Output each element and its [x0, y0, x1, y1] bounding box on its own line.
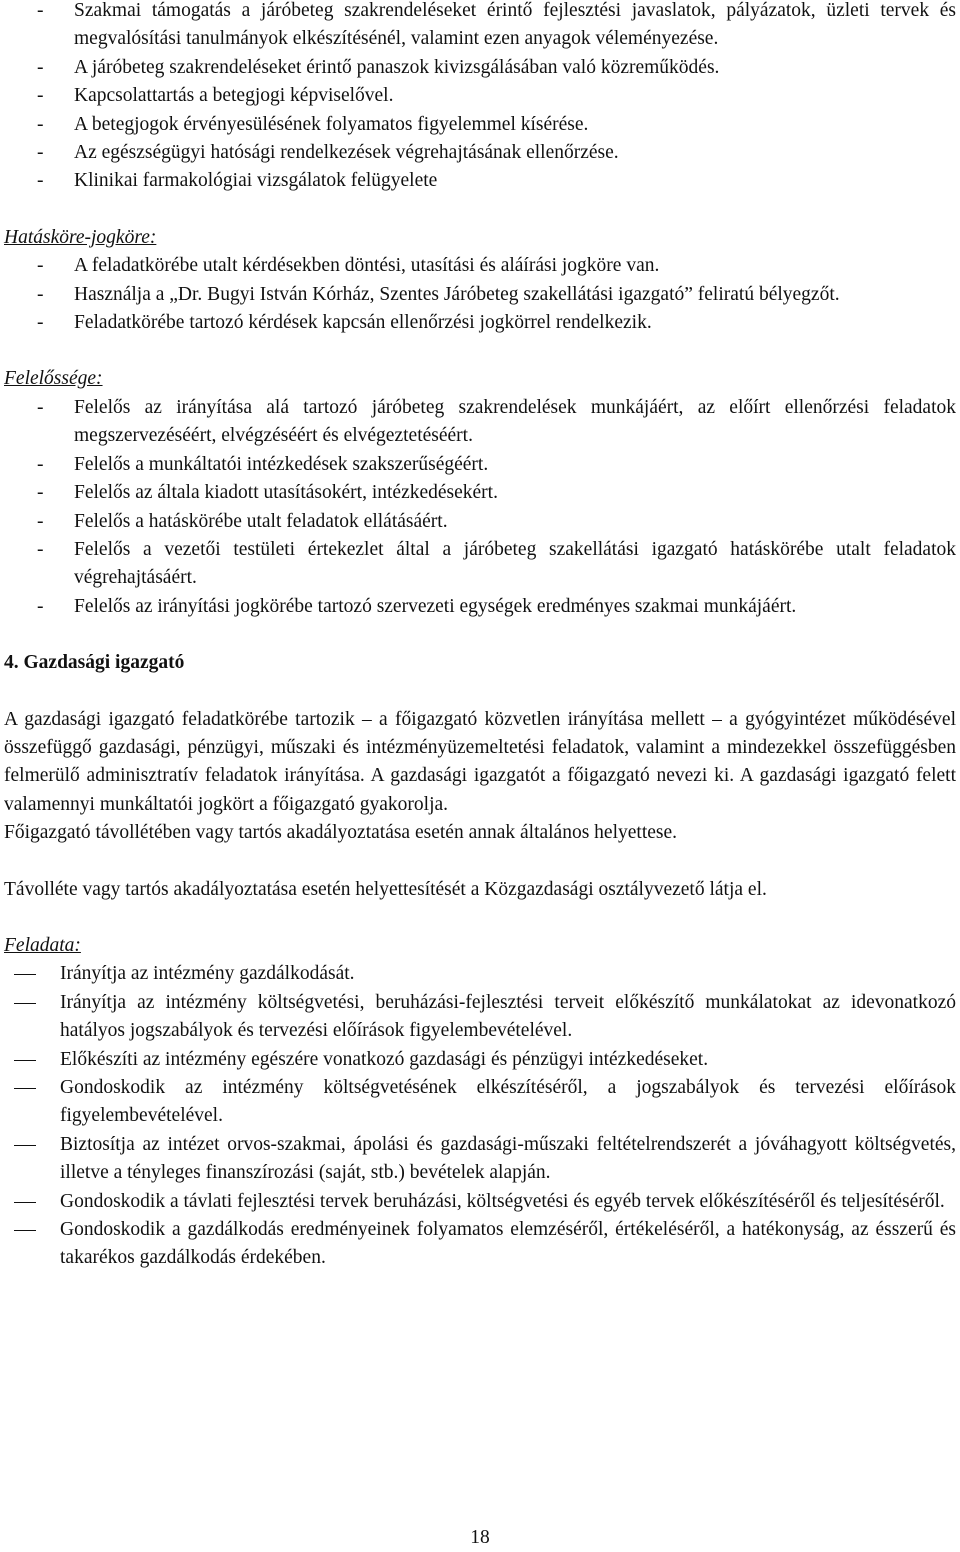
- felelossege-list: [4, 394, 956, 621]
- list-item: Előkészíti az intézmény egészére vonatkozó gazdasági és pénzügyi intézkedéseket.: [4, 1046, 956, 1074]
- intro-list: [4, 0, 956, 196]
- list-item: - Szakmai támogatás a járóbeteg szakrendeléseket érintő fejlesztési javaslatok, pályázatok, üzleti tervek és megvalósítási tanulmányok elkészítésénél, valamint ezen anyagok véleményezése.: [37, 0, 956, 50]
- section-paragraph: A gazdasági igazgató feladatkörébe tartozik – a főigazgató közvetlen irányítása mellett – a gyógyintézet működésével összefüggő gazdasági, pénzügyi, műszaki és intézményüzemeltetési feladatok, valamint a mindezekkel összefüggésben felmerülő adminisztratív feladatok irányítása. A gazdasági igazgatót a főigazgató nevezi ki. A gazdasági igazgató felett valamennyi munkáltatói jogkört a főigazgató gyakorolja.: [4, 708, 956, 815]
- hataskore-list: [4, 252, 956, 337]
- list-item: Gondoskodik a gazdálkodás eredményeinek folyamatos elemzéséről, értékeléséről, a hatékonyság, az ésszerű és takarékos gazdálkodás érdekében.: [4, 1216, 956, 1273]
- dash-icon: [14, 1060, 36, 1061]
- page-number: 18: [470, 1527, 490, 1548]
- dash-icon: [14, 1003, 36, 1004]
- section-paragraph: Távolléte vagy tartós akadályoztatása esetén helyettesítését a Közgazdasági osztályvezető látja el.: [4, 878, 767, 900]
- dash-icon: [14, 1088, 36, 1089]
- feladata-list: [4, 960, 956, 1272]
- document-page: [4, 0, 956, 1273]
- list-item: Gondoskodik a távlati fejlesztési tervek beruházási, költségvetési és egyéb tervek előkészítéséről és teljesítéséről.: [4, 1188, 956, 1216]
- felelossege-heading: Felelőssége:: [4, 368, 103, 390]
- list-item: - Feladatkörébe tartozó kérdések kapcsán ellenőrzési jogkörrel rendelkezik.: [37, 312, 652, 334]
- list-item: - Felelős a vezetői testületi értekezlet által a járóbeteg szakellátási igazgató hatáskörébe utalt feladatok végrehajtásáért.: [37, 538, 956, 589]
- list-item: - Felelős az irányítási jogkörébe tartozó szervezeti egységek eredményes szakmai munkájáért.: [37, 595, 797, 617]
- dash-icon: [14, 974, 36, 975]
- list-item: - Felelős az irányítása alá tartozó járóbeteg szakrendelések munkájáért, az előírt ellenőrzési feladatok megszervezéséért, elvégzéséért és elvégeztetéséért.: [37, 396, 956, 447]
- hataskore-heading: Hatásköre-jogköre:: [4, 226, 157, 248]
- feladata-heading: Feladata:: [4, 934, 81, 956]
- section-title: 4. Gazdasági igazgató: [4, 652, 185, 674]
- list-item: - Kapcsolattartás a betegjogi képviselővel.: [37, 85, 394, 107]
- list-item: - A betegjogok érvényesülésének folyamatos figyelemmel kísérése.: [37, 113, 589, 135]
- list-item: - Klinikai farmakológiai vizsgálatok felügyelete: [37, 170, 438, 192]
- list-item: - Használja a „Dr. Bugyi István Kórház, Szentes Járóbeteg szakellátási igazgató” feliratú bélyegzőt.: [37, 283, 840, 305]
- dash-icon: [14, 1145, 36, 1146]
- list-item: Irányítja az intézmény költségvetési, beruházási-fejlesztési terveit előkészítő munkálatokat az idevonatkozó hatályos jogszabályok és tervezési előírások figyelembevételével.: [4, 989, 956, 1046]
- dash-icon: [14, 1202, 36, 1203]
- list-item: - Felelős a hatáskörébe utalt feladatok ellátásáért.: [37, 510, 448, 532]
- list-item: - A feladatkörébe utalt kérdésekben döntési, utasítási és aláírási jogköre van.: [37, 255, 660, 277]
- list-item: Gondoskodik az intézmény költségvetésének elkészítéséről, a jogszabályok és tervezési előírások figyelembevételével.: [4, 1074, 956, 1131]
- section-paragraph: Főigazgató távollétében vagy tartós akadályoztatása esetén annak általános helyettese.: [4, 822, 678, 844]
- list-item: Biztosítja az intézet orvos-szakmai, ápolási és gazdasági-műszaki feltételrendszerét a jóváhagyott költségvetés, illetve a tényleges finanszírozási (saját, stb.) bevételek alapján.: [4, 1131, 956, 1188]
- list-item: - Felelős a munkáltatói intézkedések szakszerűségéért.: [37, 453, 489, 475]
- dash-icon: [14, 1230, 36, 1231]
- list-item: - Felelős az általa kiadott utasításokért, intézkedésekért.: [37, 482, 498, 504]
- list-item: - Az egészségügyi hatósági rendelkezések végrehajtásának ellenőrzése.: [37, 142, 619, 164]
- list-item: - A járóbeteg szakrendeléseket érintő panaszok kivizsgálásában való közreműködés.: [37, 56, 720, 78]
- list-item: Irányítja az intézmény gazdálkodását.: [4, 960, 956, 988]
